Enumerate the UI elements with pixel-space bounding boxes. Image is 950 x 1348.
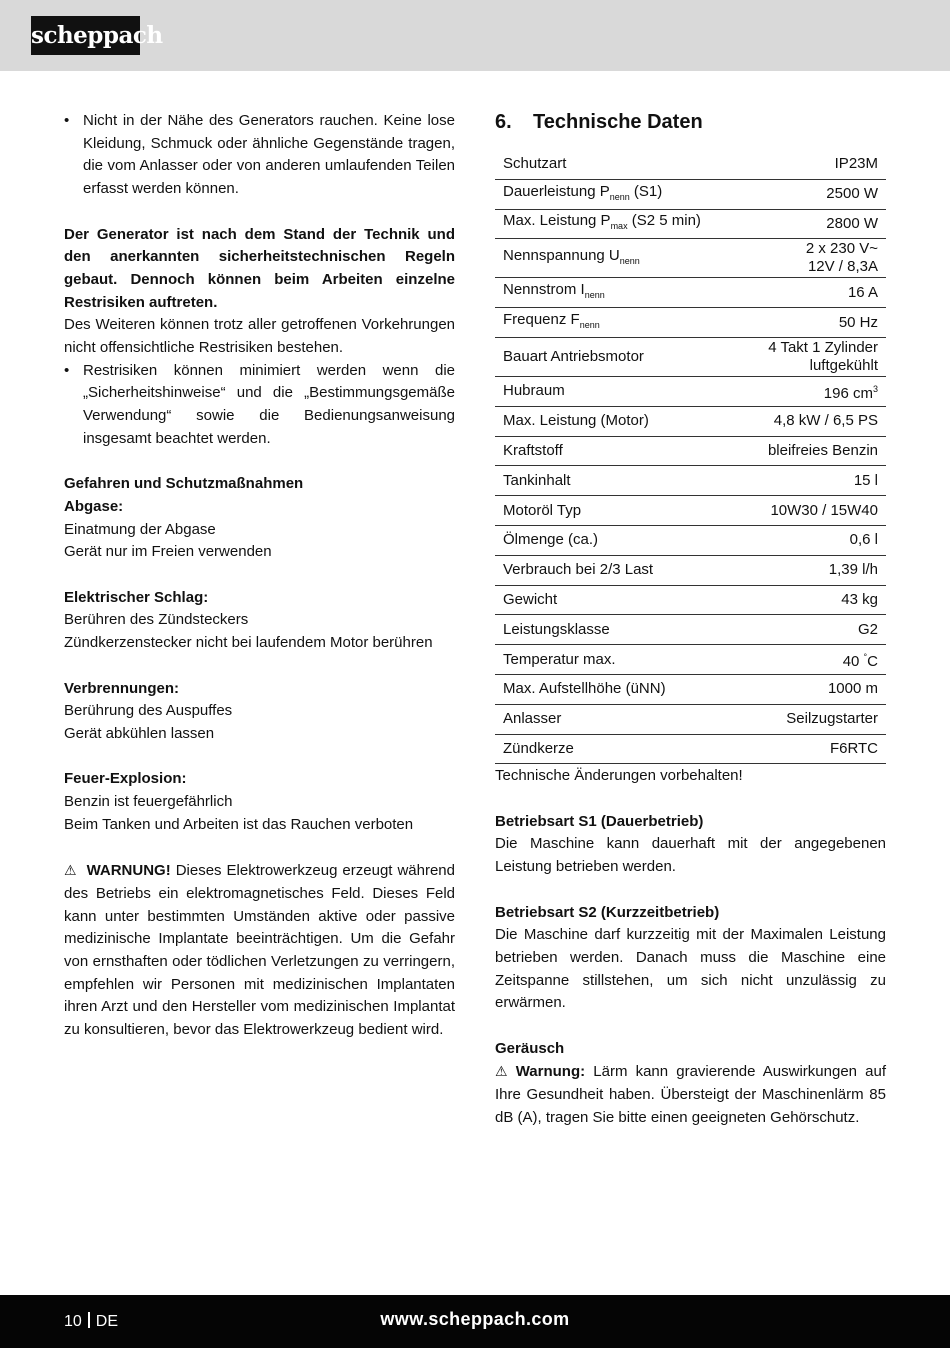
spec-row <box>495 308 886 338</box>
spec-label-suffix: (S1) <box>629 182 663 200</box>
spec-value <box>741 179 886 209</box>
noise-title: Geräusch <box>495 1039 565 1057</box>
spec-value <box>741 337 886 376</box>
spec-label <box>495 179 741 209</box>
spec-row <box>495 645 886 675</box>
spec-label-text: Zündkerze <box>503 739 574 757</box>
hazard-line: Gerät nur im Freien verwenden <box>64 543 272 561</box>
spec-value <box>741 585 886 615</box>
spec-row <box>495 278 886 308</box>
spec-value-text: 43 kg <box>841 590 878 608</box>
spec-value <box>741 615 886 645</box>
spec-value <box>741 406 886 436</box>
spec-label <box>495 337 741 376</box>
spec-row <box>495 555 886 585</box>
spec-value-superscript: ° <box>863 652 868 663</box>
spec-label <box>495 466 741 496</box>
bullet-dot: • <box>64 112 70 129</box>
spec-label <box>495 496 741 526</box>
spec-value-line2: luftgekühlt <box>809 356 878 374</box>
hazards-list <box>64 496 455 837</box>
spec-value-text: 2800 W <box>826 214 878 232</box>
hazard-title: Elektrischer Schlag: <box>64 588 209 606</box>
spec-value <box>741 436 886 466</box>
spec-value <box>741 466 886 496</box>
spec-value-text: 15 l <box>853 471 878 489</box>
spec-label-text: Gewicht <box>503 590 558 608</box>
spec-row <box>495 585 886 615</box>
spec-label-text: Schutzart <box>503 155 567 173</box>
warning-icon: ⚠ <box>495 1063 508 1080</box>
s1-text: Die Maschine kann dauerhaft mit der angegebenen Leistung betrieben werden. <box>495 835 886 876</box>
spec-value <box>741 704 886 734</box>
spec-value-text: 16 A <box>847 283 878 301</box>
warning-label: WARNUNG! <box>86 862 171 880</box>
spec-value-line2: 12V / 8,3A <box>807 258 878 276</box>
s1-title: Betriebsart S1 (Dauerbetrieb) <box>495 812 704 830</box>
section-number: 6. <box>495 111 512 133</box>
spec-value-text: IP23M <box>834 155 878 173</box>
spec-row <box>495 704 886 734</box>
spec-label-text: Max. Aufstellhöhe (üNN) <box>503 680 666 698</box>
spec-value-text: 4,8 kW / 6,5 PS <box>773 412 878 430</box>
spec-row <box>495 615 886 645</box>
spec-row <box>495 376 886 406</box>
brand-logo: scheppach <box>31 16 140 55</box>
spec-value-text: F6RTC <box>829 739 878 757</box>
warning-paragraph <box>64 859 455 1042</box>
hazards-title: Gefahren und Schutzmaßnahmen <box>64 475 304 493</box>
spec-label <box>495 150 741 179</box>
spec-row <box>495 525 886 555</box>
spec-label-subscript: nenn <box>609 191 630 202</box>
spec-value <box>741 674 886 704</box>
spec-value-superscript: 3 <box>872 383 878 394</box>
bullet-item <box>64 360 455 451</box>
spec-label <box>495 278 741 308</box>
spec-value-text: bleifreies Benzin <box>767 441 878 459</box>
spec-value-text: 4 Takt 1 Zylinder <box>768 338 878 356</box>
spec-label-text: Nennstrom I <box>503 281 585 299</box>
spec-label-text: Kraftstoff <box>503 441 563 459</box>
spec-value-text: 40 <box>842 653 864 671</box>
section-heading <box>495 110 886 134</box>
spec-row <box>495 150 886 179</box>
spec-label <box>495 704 741 734</box>
spec-label <box>495 555 741 585</box>
spec-label <box>495 525 741 555</box>
spec-value <box>741 150 886 179</box>
hazard-line: Einatmung der Abgase <box>64 520 216 538</box>
spec-value <box>741 734 886 764</box>
hazard-line: Zündkerzenstecker nicht bei laufendem Motor berühren <box>64 634 433 652</box>
spec-row <box>495 466 886 496</box>
spec-value-text: G2 <box>857 620 878 638</box>
hazard-title: Abgase: <box>64 497 124 515</box>
spec-note: Technische Änderungen vorbehalten! <box>495 767 743 785</box>
spec-row <box>495 734 886 764</box>
spec-value <box>741 239 886 278</box>
spec-label <box>495 308 741 338</box>
spec-label-text: Motoröl Typ <box>503 501 582 519</box>
spec-label <box>495 645 741 675</box>
spec-label-text: Dauerleistung P <box>503 182 610 200</box>
spec-row <box>495 496 886 526</box>
spec-value <box>741 525 886 555</box>
spec-label <box>495 615 741 645</box>
spec-value-text: Seilzugstarter <box>786 710 878 728</box>
s2-title: Betriebsart S2 (Kurzzeitbetrieb) <box>495 903 720 921</box>
spec-label-subscript: max <box>610 221 628 232</box>
spec-value <box>741 209 886 239</box>
spec-label-text: Max. Leistung (Motor) <box>503 412 649 430</box>
warning-text: Dieses Elektrowerkzeug erzeugt während des Betriebs ein elektromagnetisches Feld. Dieses Feld kann unter bestimmten Umständen aktive oder passive medizinische Implantate beeinträchtigen. Um die Gefahr von ernsthaften oder tödlichen Verletzungen zu verringern, empfehlen wir Personen mit medizinischen Implantaten ihren Arzt und den Hersteller vom medizinischen Implantat zu konsultieren, bevor das Elektrowerkzeug bedient wird. <box>64 862 455 1039</box>
right-column <box>495 110 886 1130</box>
website-link[interactable]: www.scheppach.com <box>380 1309 570 1329</box>
spec-value <box>741 376 886 406</box>
spec-label <box>495 585 741 615</box>
hazard-line: Berühren des Zündsteckers <box>64 611 249 629</box>
hazard-line: Benzin ist feuergefährlich <box>64 793 233 811</box>
spec-label-text: Nennspannung U <box>503 246 620 264</box>
spec-row <box>495 239 886 278</box>
noise-label: Warnung: <box>515 1063 586 1081</box>
spec-table <box>495 150 886 764</box>
spec-label-subscript: nenn <box>579 320 600 331</box>
spec-row <box>495 209 886 239</box>
spec-value-suffix: C <box>867 653 878 671</box>
section-title: Technische Daten <box>533 111 703 133</box>
spec-value-text: 196 cm <box>823 384 873 402</box>
spec-label-text: Bauart Antriebsmotor <box>503 347 644 365</box>
spec-label-text: Temperatur max. <box>503 650 616 668</box>
spec-label <box>495 674 741 704</box>
hazard-line: Beim Tanken und Arbeiten ist das Rauchen verboten <box>64 815 414 833</box>
spec-label <box>495 734 741 764</box>
spec-value-text: 50 Hz <box>838 313 878 331</box>
spec-label-text: Verbrauch bei 2/3 Last <box>503 561 654 579</box>
spec-row <box>495 337 886 376</box>
spec-value <box>741 496 886 526</box>
spec-label-text: Hubraum <box>503 382 565 400</box>
spec-value-text: 1000 m <box>827 680 878 698</box>
spec-label <box>495 376 741 406</box>
spec-label <box>495 209 741 239</box>
spec-row <box>495 674 886 704</box>
spec-label-text: Max. Leistung P <box>503 212 611 230</box>
spec-value <box>741 278 886 308</box>
spec-row <box>495 436 886 466</box>
hazard-title: Verbrennungen: <box>64 679 180 697</box>
spec-label-text: Ölmenge (ca.) <box>503 531 599 549</box>
spec-value-text: 10W30 / 15W40 <box>770 501 878 519</box>
page-footer <box>0 1295 950 1348</box>
spec-row <box>495 179 886 209</box>
bullet-text: Nicht in der Nähe des Generators rauchen. Keine lose Kleidung, Schmuck oder ähnliche Gegenstände tragen, die vom Anlasser oder von anderen umlaufenden Teilen erfasst werden können. <box>83 112 455 198</box>
spec-label-subscript: nenn <box>619 255 640 266</box>
spec-label <box>495 406 741 436</box>
spec-value <box>741 555 886 585</box>
spec-label-subscript: nenn <box>584 290 605 301</box>
bold-paragraph: Der Generator ist nach dem Stand der Technik und den anerkannten sicherheitstechnischen Regeln gebaut. Dennoch können beim Arbeiten einzelne Restrisiken auftreten. <box>64 225 455 311</box>
spec-value-text: 1,39 l/h <box>828 561 878 579</box>
spec-label-text: Frequenz F <box>503 311 580 329</box>
spec-value <box>741 308 886 338</box>
warning-icon: ⚠ <box>64 862 77 879</box>
spec-row <box>495 406 886 436</box>
spec-value <box>741 645 886 675</box>
bullet-text: Restrisiken können minimiert werden wenn die „Sicherheitshinweise“ und die „Bestimmungsgemäße Verwendung“ sowie die Bedienungsanweisung insgesamt beachtet werden. <box>83 361 455 447</box>
bullet-dot: • <box>64 361 70 379</box>
s2-text: Die Maschine darf kurzzeitig mit der Maximalen Leistung betrieben werden. Danach muss die Maschine eine Zeitspanne stillstehen, um sich nicht unzulässig zu erwärmen. <box>495 926 886 1012</box>
spec-label <box>495 436 741 466</box>
page-header <box>0 0 950 71</box>
language-code: DE <box>95 1313 119 1330</box>
spec-value-text: 2500 W <box>826 185 878 203</box>
spec-label-text: Leistungsklasse <box>503 620 610 638</box>
left-column <box>64 110 455 1042</box>
bullet-item <box>64 110 455 201</box>
spec-label-text: Anlasser <box>503 710 562 728</box>
hazard-line: Berührung des Auspuffes <box>64 702 233 720</box>
spec-value-text: 0,6 l <box>849 531 878 549</box>
spec-value-text: 2 x 230 V~ <box>805 240 878 258</box>
page-number-value: 10 <box>64 1313 82 1330</box>
noise-paragraph <box>495 1060 886 1129</box>
hazard-title: Feuer-Explosion: <box>64 770 187 788</box>
noise-text: Lärm kann gravierende Auswirkungen auf Ihre Gesundheit haben. Übersteigt der Maschinenlärm 85 dB (A), tragen Sie bitte einen geeigneten Gehörschutz. <box>495 1063 886 1126</box>
spec-label-text: Tankinhalt <box>503 471 571 489</box>
spec-label-suffix: (S2 5 min) <box>627 212 701 230</box>
spec-label <box>495 239 741 278</box>
paragraph: Des Weiteren können trotz aller getroffenen Vorkehrungen nicht offensichtliche Restrisiken bestehen. <box>64 316 455 357</box>
hazard-line: Gerät abkühlen lassen <box>64 724 215 742</box>
